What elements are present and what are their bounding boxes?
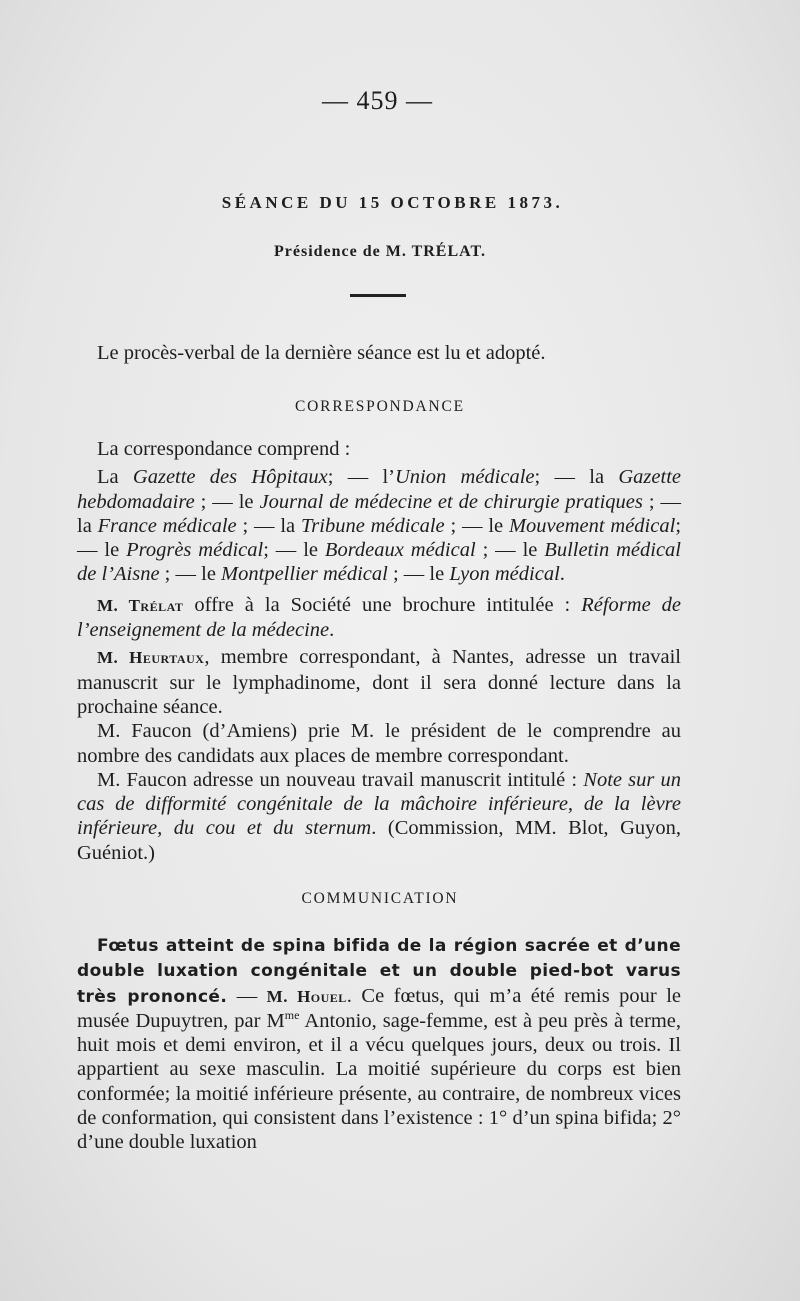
minutes-paragraph bbox=[77, 341, 681, 365]
communication-author: M. Houel bbox=[266, 986, 347, 1006]
faucon-manuscript-paragraph: M. Faucon adresse un nouveau travail manuscrit intitulé : Note sur un cas de difformité congénitale de la mâchoire inférieure, de la lèvre inférieure, du cou et du sternum. (Commission, MM. Blot, Guyon, Guéniot.) bbox=[77, 768, 682, 864]
faucon-request-paragraph: M. Faucon (d’Amiens) prie M. le président de le comprendre au nombre des candidats aux places de membre correspondant. bbox=[77, 720, 681, 767]
communication-title: Fœtus atteint de spina bifida de la région sacrée et d’une double luxation congénitale et un double pied-bot varus très prononcé. bbox=[77, 936, 681, 1007]
page-number: — 459 — bbox=[322, 86, 433, 115]
heurtaux-paragraph: M. Heurtaux, membre correspondant, à Nantes, adresse un travail manuscrit sur le lymphadinome, dont il sera donné lecture dans la prochaine séance. bbox=[77, 646, 681, 718]
communication-section bbox=[77, 933, 681, 1155]
minutes-text: Le procès-verbal de la dernière séance est lu et adopté. bbox=[97, 342, 546, 364]
correspondence-section bbox=[77, 437, 681, 865]
trelat-paragraph: M. Trélat offre à la Société une brochure intitulée : Réforme de l’enseignement de la médecine. bbox=[77, 593, 682, 642]
correspondence-heading: CORRESPONDANCE bbox=[295, 398, 465, 415]
divider-rule bbox=[350, 294, 406, 297]
journals-paragraph: La Gazette des Hôpitaux; — l’Union médicale; — la Gazette hebdomadaire ; — le Journal de médecine et de chirurgie pratiques ; — la France médicale ; — la Tribune médicale ; — le Mouvement médical; — le Progrès médical; — le Bordeaux médical ; — le Bulletin médical de l’Aisne ; — le Montpellier médical ; — le Lyon médical. bbox=[77, 466, 682, 586]
communication-heading: COMMUNICATION bbox=[301, 890, 459, 907]
correspondence-intro: La correspondance comprend : bbox=[97, 438, 351, 460]
communication-paragraph: Fœtus atteint de spina bifida de la région sacrée et d’une double luxation congénitale et un double pied-bot varus très prononcé. — M. Houel. Ce fœtus, qui m’a été remis pour le musée Dupuytren, par $M^{me}$ Antonio, sage-femme, est à peu près à terme, huit mois et demi environ, et il a vécu quelques jours, deux ou trois. Il appartient au sexe masculin. La moitié supérieure du corps est bien conformée; la moitié inférieure présente, au contraire, de nombreux vices de conformation, qui consistent dans l’existence : 1° d’un spina bifida; 2° d’une double luxation bbox=[77, 936, 682, 1154]
presidency-line: Présidence de M. TRÉLAT. bbox=[274, 243, 486, 260]
session-title: SÉANCE DU 15 OCTOBRE 1873. bbox=[221, 193, 564, 212]
